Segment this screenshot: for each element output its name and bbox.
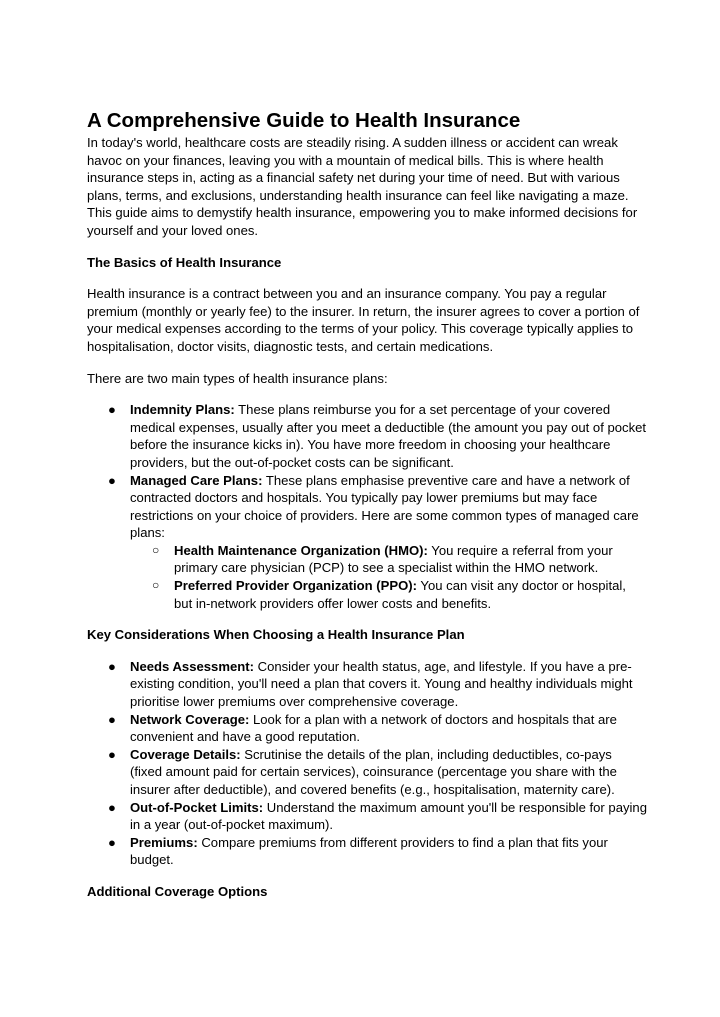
- list-item-text: Understand the maximum amount you'll be responsible for paying in a year (out-of-pocket maximum).: [130, 799, 647, 833]
- list-item: [87, 472, 647, 613]
- list-item: [130, 542, 647, 577]
- list-item-label: Preferred Provider Organization (PPO):: [174, 578, 418, 594]
- list-item-text: Scrutinise the details of the plan, including deductibles, co-pays (fixed amount paid for certain services), coinsurance (percentage you share with the insurer after deductible), and covered benefits (e.g., hospitalisation, maternity care).: [130, 746, 617, 797]
- basics-heading: The Basics of Health Insurance: [87, 254, 282, 270]
- list-item-label: Needs Assessment:: [130, 658, 254, 674]
- bullet-icon: ●: [108, 472, 116, 488]
- bullet-icon: ●: [108, 799, 116, 815]
- additional-coverage-heading: Additional Coverage Options: [87, 883, 268, 899]
- list-item-text: You can visit any doctor or hospital, but in-network providers offer lower costs and benefits.: [174, 578, 626, 611]
- document-title: A Comprehensive Guide to Health Insurance: [87, 109, 521, 132]
- intro-paragraph: In today's world, healthcare costs are steadily rising. A sudden illness or accident can wreak havoc on your finances, leaving you with a mountain of medical bills. This is where health insurance steps in, acting as a financial safety net during your time of need. But with various plans, terms, and exclusions, understanding health insurance can feel like navigating a maze. This guide aims to demystify health insurance, empowering you to make informed decisions for yourself and your loved ones.: [87, 135, 638, 238]
- managed-care-sublist: [130, 542, 647, 612]
- bullet-icon: ●: [108, 746, 116, 762]
- hollow-bullet-icon: ○: [152, 578, 160, 593]
- list-item-label: Network Coverage:: [130, 711, 250, 727]
- considerations-heading: Key Considerations When Choosing a Health Insurance Plan: [87, 627, 465, 643]
- list-item-text: Look for a plan with a network of doctors and hospitals that are convenient and have a good reputation.: [130, 711, 617, 745]
- list-item-label: Coverage Details:: [130, 746, 241, 762]
- bullet-icon: ●: [108, 711, 116, 727]
- list-item: [87, 746, 647, 799]
- list-item: [87, 711, 647, 746]
- list-item: [87, 834, 647, 869]
- plan-types-intro: There are two main types of health insurance plans:: [87, 370, 388, 386]
- basics-paragraph: Health insurance is a contract between you and an insurance company. You pay a regular premium (monthly or yearly fee) to the insurer. In return, the insurer agrees to cover a portion of your medical expenses according to the terms of your policy. This coverage typically applies to hospitalisation, doctor visits, diagnostic tests, and certain medications.: [87, 286, 640, 354]
- plan-types-list: [87, 401, 647, 612]
- list-item: [130, 577, 647, 612]
- bullet-icon: ●: [108, 658, 116, 674]
- list-item-text: These plans reimburse you for a set percentage of your covered medical expenses, usually after you meet a deductible (the amount you pay out of pocket before the insurance kicks in). You have more freedom in choosing your healthcare providers, but the out-of-pocket costs can be significant.: [130, 402, 647, 470]
- list-item-text: Consider your health status, age, and lifestyle. If you have a pre-existing condition, you'll need a plan that covers it. Young and healthy individuals might prioritise lower premiums over comprehensive coverage.: [130, 658, 633, 710]
- bullet-icon: ●: [108, 402, 116, 418]
- list-item: [87, 799, 647, 834]
- list-item: [87, 658, 647, 711]
- list-item: [87, 401, 647, 471]
- list-item-label: Out-of-Pocket Limits:: [130, 799, 264, 815]
- list-item-text: Compare premiums from different providers to find a plan that fits your budget.: [130, 834, 608, 868]
- list-item-label: Managed Care Plans:: [130, 472, 263, 488]
- hollow-bullet-icon: ○: [152, 542, 160, 557]
- list-item-label: Health Maintenance Organization (HMO):: [174, 542, 428, 558]
- list-item-label: Indemnity Plans:: [130, 402, 235, 418]
- considerations-list: [87, 658, 647, 869]
- list-item-label: Premiums:: [130, 834, 198, 850]
- list-item-text: These plans emphasise preventive care and have a network of contracted doctors and hospitals. You typically pay lower premiums but may face restrictions on your choice of providers. Here are some common types of managed care plans:: [130, 472, 639, 541]
- list-item-text: You require a referral from your primary care physician (PCP) to see a specialist within the HMO network.: [174, 542, 613, 576]
- bullet-icon: ●: [108, 834, 116, 850]
- document-content: [87, 108, 647, 901]
